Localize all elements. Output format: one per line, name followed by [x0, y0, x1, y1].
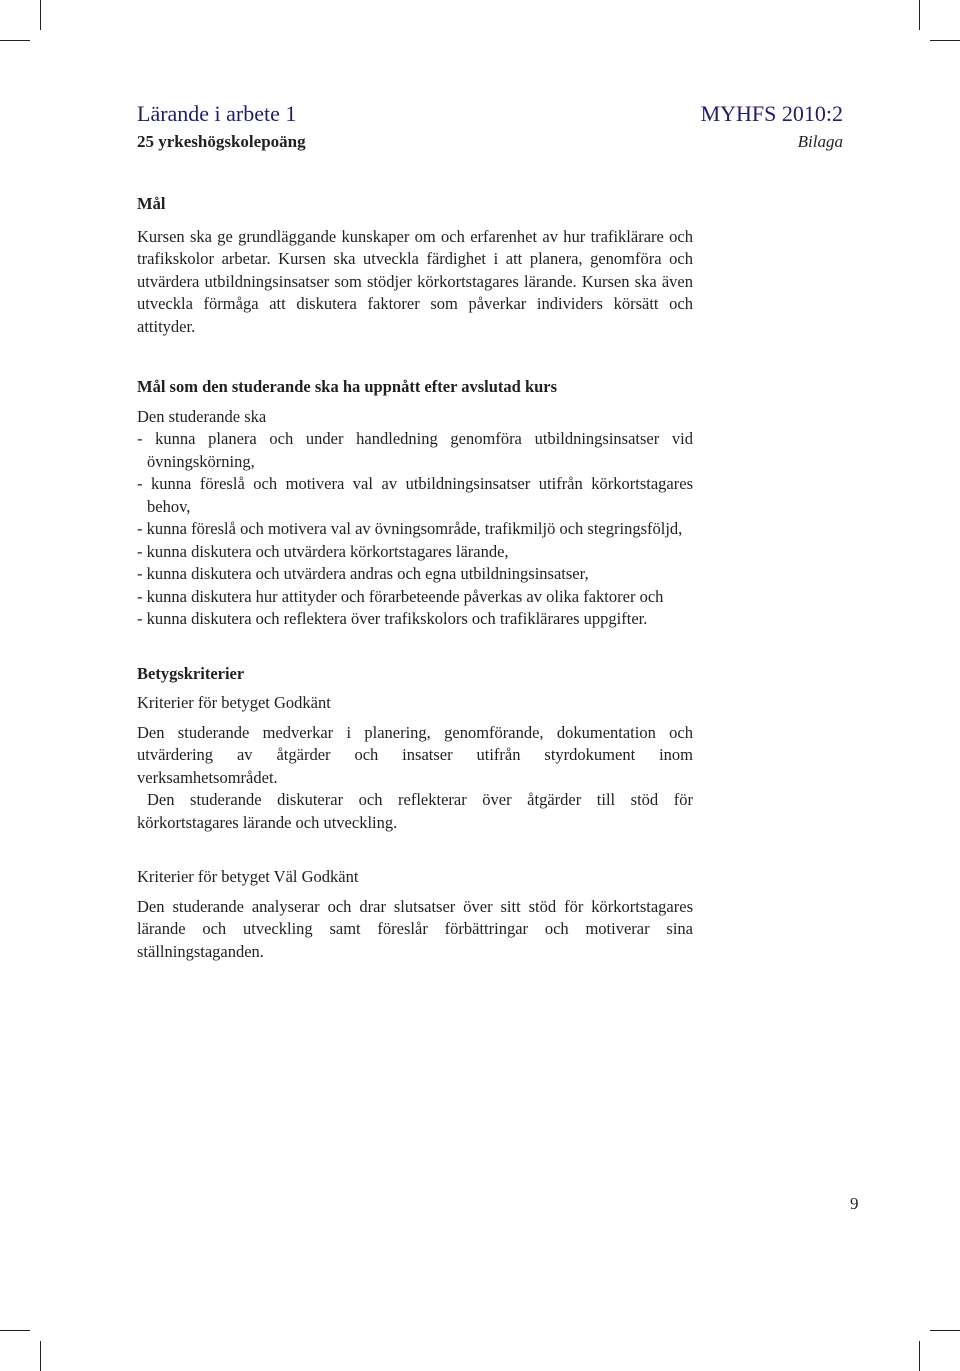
crop-mark: [930, 1330, 960, 1331]
page-header-right: [701, 100, 843, 153]
criteria-val-godkant-paragraph: Den studerande analyserar och drar slutsatser över sitt stöd för körkortstagares lärande och utveckling samt föreslår förbättringar och motiverar sina ställningstaganden.: [137, 896, 693, 961]
goal-item: - kunna diskutera och reflektera över trafikskolors och trafiklärares uppgifter.: [137, 609, 648, 628]
page-number: 9: [850, 1194, 859, 1213]
section-heading: Mål som den studerande ska ha uppnått efter avslutad kurs: [137, 377, 558, 396]
section-goals: [137, 376, 693, 631]
goal-item: - kunna diskutera hur attityder och förarbeteende påverkas av olika faktorer och: [137, 586, 664, 606]
crop-mark: [919, 0, 920, 30]
crop-mark: [40, 1341, 41, 1371]
goal-item: - kunna föreslå och motivera val av övningsområde, trafikmiljö och stegringsföljd,: [137, 519, 683, 538]
criteria-val-godkant: [137, 866, 693, 963]
crop-mark: [0, 1330, 30, 1331]
goal-item: - kunna diskutera och utvärdera andras och egna utbildningsinsatser,: [137, 564, 589, 583]
goal-item: - kunna diskutera och utvärdera körkortstagares lärande,: [137, 541, 509, 561]
criteria-godkant-paragraph: Den studerande diskuterar och reflekterar över åtgärder till stöd för körkortstagares lärande och utveckling.: [137, 790, 693, 832]
section-grades: [137, 663, 693, 964]
mal-paragraph: Kursen ska ge grundläggande kunskaper om och erfarenhet av hur trafiklärare och trafikskolor arbetar. Kursen ska utveckla färdighet i att planera, genomföra och utvärdera utbildningsinsatser som stödjer körkortstagares lärande. Kursen ska även utveckla förmåga att diskutera faktorer som påverkar individers körsätt och attityder.: [137, 226, 693, 336]
crop-mark: [40, 0, 41, 30]
goals-intro: Den studerande ska: [137, 406, 267, 426]
crop-mark: [0, 40, 30, 41]
course-title: Lärande i arbete 1: [137, 101, 297, 126]
course-credits: 25 yrkeshögskolepoäng: [137, 132, 306, 151]
crop-mark: [930, 40, 960, 41]
section-heading: Mål: [137, 194, 166, 213]
goals-list: [137, 428, 693, 631]
criteria-godkant-heading: Kriterier för betyget Godkänt: [137, 693, 331, 712]
crop-mark: [919, 1341, 920, 1371]
attachment-label: Bilaga: [797, 132, 843, 151]
section-heading: Betygskriterier: [137, 663, 245, 683]
criteria-val-godkant-heading: Kriterier för betyget Väl Godkänt: [137, 867, 359, 886]
document-code: MYHFS 2010:2: [700, 101, 843, 126]
goal-item: - kunna föreslå och motivera val av utbildningsinsatser utifrån körkortstagares behov,: [137, 474, 693, 516]
goal-item: - kunna planera och under handledning genomföra utbildningsinsatser vid övningskörning,: [137, 429, 693, 471]
section-mal: [137, 193, 693, 338]
page-header-left: [137, 100, 306, 153]
page-content: [137, 193, 693, 963]
criteria-godkant-paragraph: Den studerande medverkar i planering, genomförande, dokumentation och utvärdering av åtgärder och insatser utifrån styrdokument inom verksamhetsområdet.: [137, 722, 693, 787]
